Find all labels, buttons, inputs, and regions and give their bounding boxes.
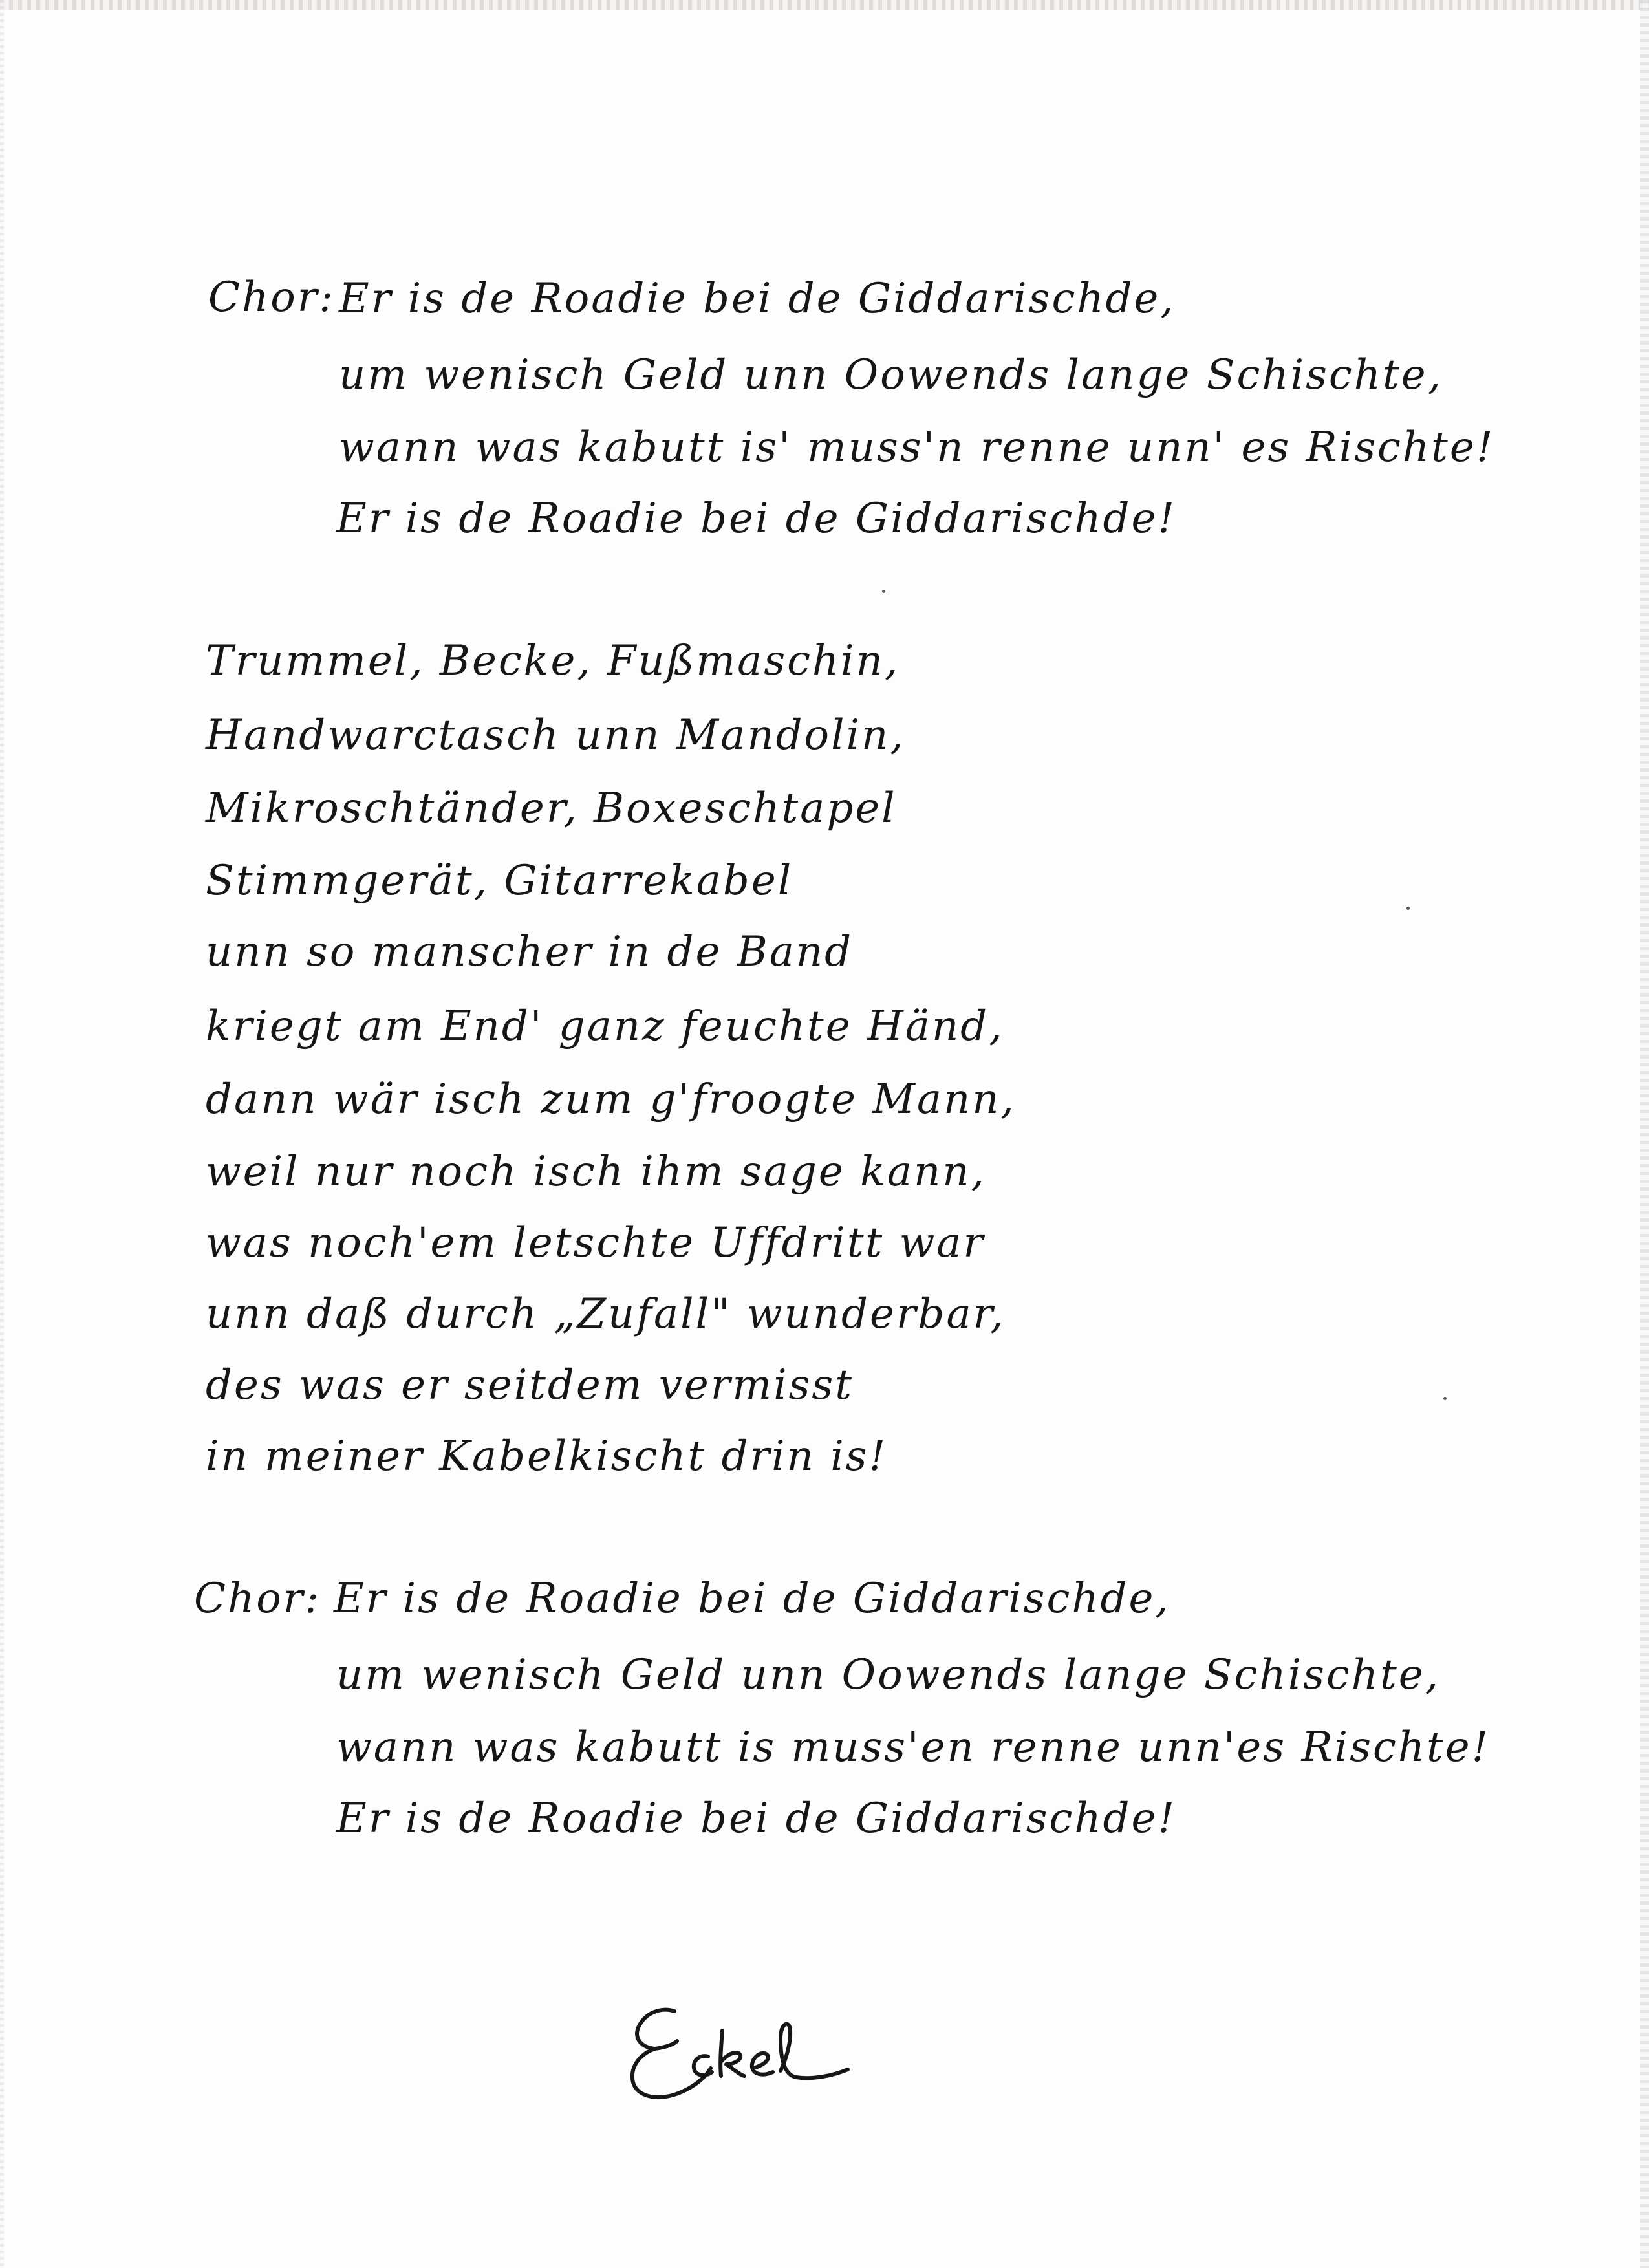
verse-line-8: weil nur noch isch ihm sage kann,	[206, 1148, 986, 1196]
verse-line-9: was noch'em letschte Uffdritt war	[206, 1219, 985, 1267]
chorus-1-line-1: Er is de Roadie bei de Giddarischde,	[339, 275, 1176, 323]
signature-graphic	[618, 1985, 857, 2108]
paper-edge-top	[0, 0, 1649, 10]
chorus-2-line-1: Er is de Roadie bei de Giddarischde,	[334, 1575, 1170, 1623]
verse-line-2: Handwarctasch unn Mandolin,	[206, 711, 905, 759]
chorus-2-line-4: Er is de Roadie bei de Giddarischde!	[336, 1795, 1177, 1842]
chorus-2-line-3: wann was kabutt is muss'en renne unn'es Rischte!	[336, 1723, 1491, 1771]
chorus-1-line-3: wann was kabutt is' muss'n renne unn' es Rischte!	[339, 424, 1495, 471]
ink-speck	[1406, 907, 1410, 910]
verse-line-1: Trummel, Becke, Fußmaschin,	[206, 637, 900, 685]
verse-line-10: unn daß durch „Zufall" wunderbar,	[206, 1290, 1006, 1338]
verse-line-7: dann wär isch zum g'froogte Mann,	[206, 1075, 1016, 1123]
verse-line-5: unn so manscher in de Band	[206, 928, 854, 976]
paper-edge-right	[1640, 0, 1649, 2268]
chorus-2-label: Chor:	[194, 1575, 321, 1623]
chorus-1-label: Chor:	[208, 274, 335, 321]
verse-line-12: in meiner Kabelkischt drin is!	[206, 1432, 888, 1480]
verse-line-3: Mikroschtänder, Boxeschtapel	[206, 784, 897, 832]
chorus-2-line-2: um wenisch Geld unn Oowends lange Schischte,	[336, 1651, 1440, 1699]
ink-speck	[1443, 1397, 1447, 1400]
verse-line-6: kriegt am End' ganz feuchte Händ,	[206, 1002, 1004, 1050]
paper-edge-left	[0, 0, 4, 2268]
verse-line-11: des was er seitdem vermisst	[206, 1361, 854, 1409]
ink-speck	[882, 590, 885, 593]
verse-line-4: Stimmgerät, Gitarrekabel	[206, 857, 793, 905]
chorus-1-line-4: Er is de Roadie bei de Giddarischde!	[336, 495, 1177, 543]
chorus-1-line-2: um wenisch Geld unn Oowends lange Schischte,	[339, 351, 1443, 399]
